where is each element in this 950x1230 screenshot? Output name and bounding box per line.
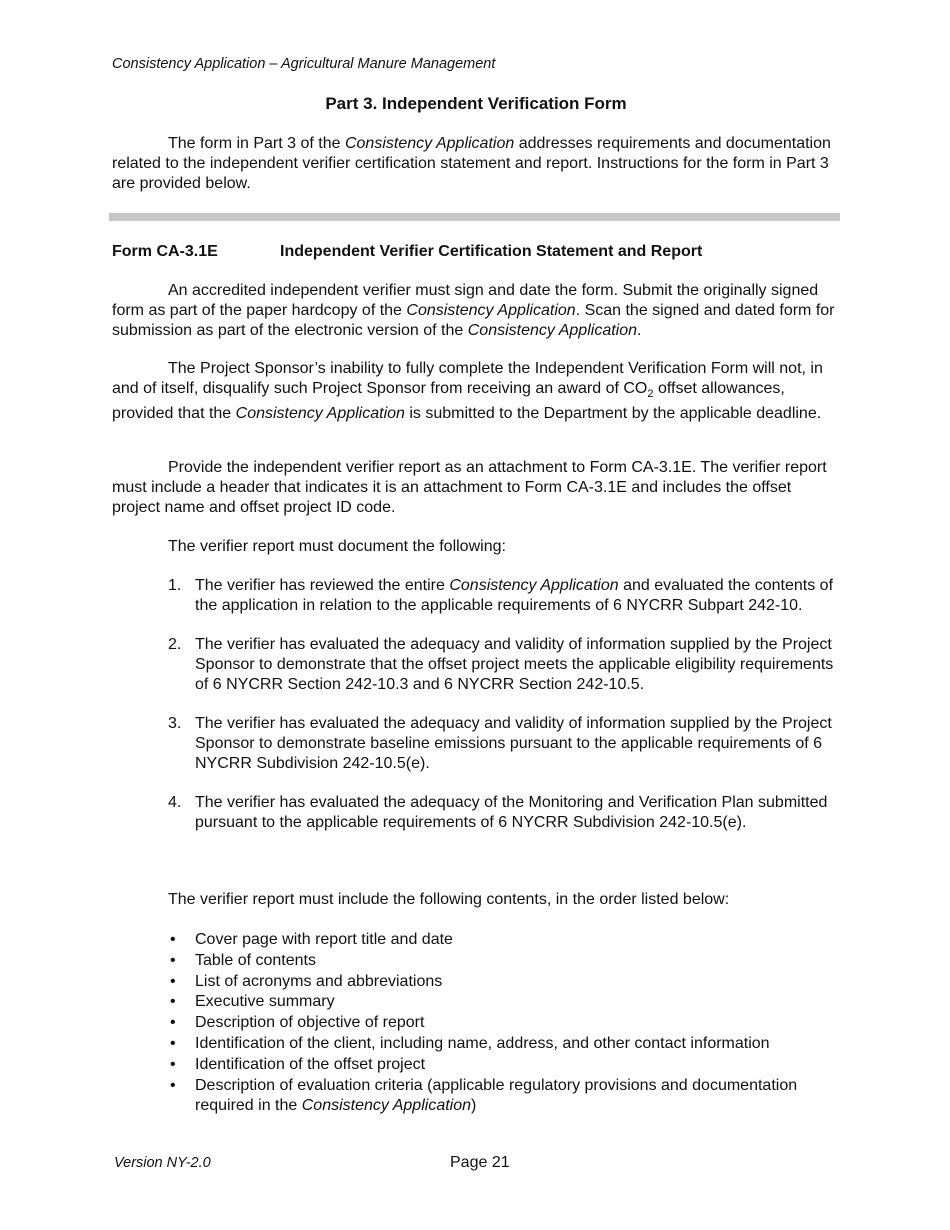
part-title: Part 3. Independent Verification Form bbox=[325, 94, 627, 113]
list-item: • Identification of the offset project bbox=[170, 1055, 426, 1073]
list-item: • Description of evaluation criteria (applicable regulatory provisions and documentation required in the Consistency Application) bbox=[170, 1076, 798, 1114]
intro-paragraph: The form in Part 3 of the Consistency Application addresses requirements and documentation related to the independent verifier certification statement and report. Instructions for the form in Part 3 are provided below. bbox=[112, 135, 831, 192]
list-item: • Description of objective of report bbox=[170, 1014, 425, 1032]
bullet-list bbox=[112, 930, 840, 1116]
footer-version: Version NY-2.0 bbox=[114, 1155, 211, 1171]
document-paragraph: The verifier report must document the following: bbox=[168, 538, 506, 555]
inability-paragraph: The Project Sponsor’s inability to fully complete the Independent Verification Form will not, in and of itself, disqualify such Project Sponsor from receiving an award of $CO_2$ offset allowances, provided that the Consistency Application is submitted to the Department by the applicable deadline. bbox=[112, 360, 823, 423]
list-item: 4. The verifier has evaluated the adequacy of the Monitoring and Verification Plan submitted pursuant to the applicable requirements of 6 NYCRR Subdivision 242-10.5(e). bbox=[168, 794, 828, 831]
contents-paragraph: The verifier report must include the following contents, in the order listed below: bbox=[168, 891, 730, 908]
list-item: 1. The verifier has reviewed the entire Consistency Application and evaluated the contents of the application in relation to the applicable requirements of 6 NYCRR Subpart 242-10. bbox=[168, 577, 834, 614]
running-header: Consistency Application – Agricultural Manure Management bbox=[112, 56, 496, 72]
list-item: • Cover page with report title and date bbox=[170, 931, 453, 948]
form-code: Form CA-3.1E bbox=[112, 243, 218, 260]
list-item: • Identification of the client, including name, address, and other contact information bbox=[170, 1034, 770, 1052]
sign-paragraph: An accredited independent verifier must sign and date the form. Submit the originally signed form as part of the paper hardcopy of the Consistency Application. Scan the signed and dated form for submission as part of the electronic version of the Consistency Application. bbox=[112, 282, 835, 339]
form-title: Independent Verifier Certification Statement and Report bbox=[280, 243, 703, 260]
form-heading bbox=[112, 243, 702, 261]
list-item: 2. The verifier has evaluated the adequacy and validity of information supplied by the Project Sponsor to demonstrate that the offset project meets the applicable eligibility requirements of 6 NYCRR Section 242-10.3 and 6 NYCRR Section 242-10.5. bbox=[168, 636, 834, 693]
list-item: 3. The verifier has evaluated the adequacy and validity of information supplied by the Project Sponsor to demonstrate baseline emissions pursuant to the applicable requirements of 6 NYCRR Subdivision 242-10.5(e). bbox=[168, 715, 832, 772]
section-divider bbox=[109, 213, 840, 221]
list-item: • List of acronyms and abbreviations bbox=[170, 972, 443, 990]
numbered-list bbox=[112, 576, 840, 852]
page-number: Page 21 bbox=[450, 1154, 510, 1171]
list-item: • Executive summary bbox=[170, 993, 335, 1011]
attachment-paragraph: Provide the independent verifier report as an attachment to Form CA-3.1E. The verifier report must include a header that indicates it is an attachment to Form CA-3.1E and includes the offset project name and offset project ID code. bbox=[112, 459, 827, 516]
list-item: • Table of contents bbox=[170, 951, 316, 969]
